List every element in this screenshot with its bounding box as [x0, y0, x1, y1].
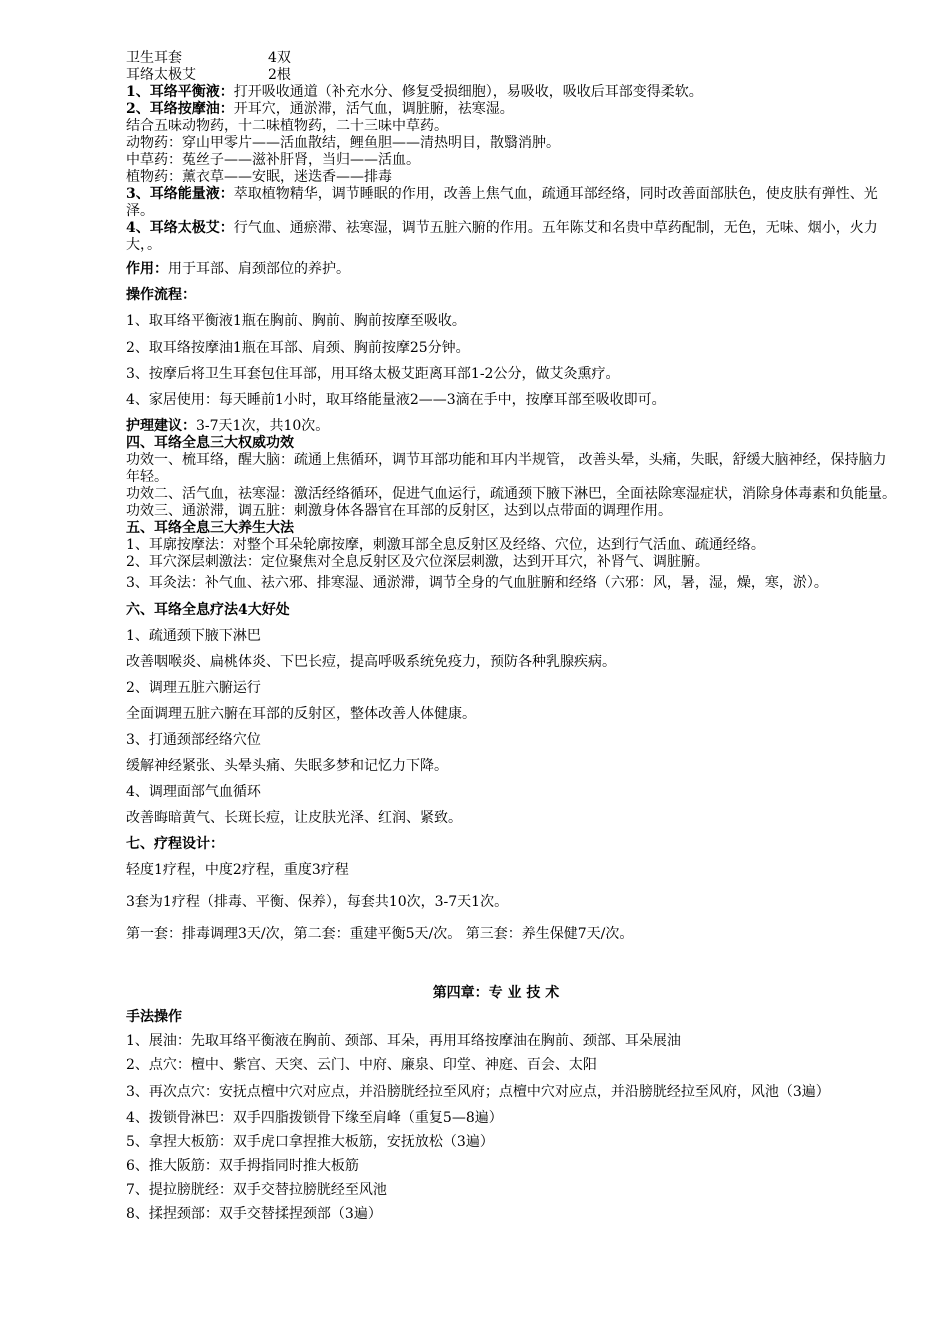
technique-step: 2、点穴：檀中、紫宫、天突、云门、中府、廉泉、印堂、神庭、百会、太阳: [126, 1057, 597, 1073]
benefit-body: 全面调理五脏六腑在耳部的反射区，整体改善人体健康。: [126, 706, 476, 722]
course-line: 轻度1疗程，中度2疗程，重度3疗程: [126, 862, 349, 878]
section-title: 五、耳络全息三大养生大法: [126, 520, 294, 536]
item-name: 卫生耳套: [126, 50, 182, 66]
item-name: 耳络太极艾: [126, 67, 196, 83]
process-step: 1、取耳络平衡液1瓶在胸前、胸前、胸前按摩至吸收。: [126, 313, 466, 329]
herb-line: 植物药：薰衣草——安眠，迷迭香——排毒: [126, 169, 392, 185]
product-text: 用于耳部、肩颈部位的养护。: [168, 261, 350, 277]
product-text: 行气血、通瘀滞、祛寒湿，调节五脏六腑的作用。五年陈艾和名贵中草药配制，无色，无味、烟小，火力大，。: [126, 220, 878, 253]
benefit-body: 缓解神经紧张、头晕头痛、失眠多梦和记忆力下降。: [126, 758, 448, 774]
item-qty: 2根: [268, 67, 291, 83]
section-title: 六、耳络全息疗法4大好处: [126, 602, 290, 618]
advice-label: 护理建议：: [126, 418, 196, 434]
process-step: 4、家居使用：每天睡前1小时，取耳络能量液2——3滴在手中，按摩耳部至吸收即可。: [126, 392, 666, 408]
product-line: [126, 186, 896, 220]
item-qty: 4双: [268, 50, 291, 66]
technique-step: 3、再次点穴：安抚点檀中穴对应点，并沿膀胱经拉至风府；点檀中穴对应点，并沿膀胱经拉至风府，风池（3遍）: [126, 1084, 830, 1100]
product-text: 打开吸收通道（补充水分、修复受损细胞），易吸收，吸收后耳部变得柔软。: [233, 84, 703, 100]
technique-step: 6、推大阪筋：双手拇指同时推大板筋: [126, 1158, 359, 1174]
benefit-body: 改善晦暗黄气、长斑长痘，让皮肤光泽、红润、紧致。: [126, 810, 462, 826]
item-row: [126, 67, 896, 84]
technique-step: 5、拿捏大板筋：双手虎口拿捏推大板筋，安抚放松（3遍）: [126, 1134, 494, 1150]
course-line: 3套为1疗程（排毒、平衡、保养），每套共10次，3-7天1次。: [126, 894, 509, 910]
product-label: 4、耳络太极艾：: [126, 220, 234, 236]
section-title: 操作流程：: [126, 287, 196, 303]
product-label: 1、耳络平衡液：: [126, 84, 234, 100]
section-title: 七、疗程设计：: [126, 836, 224, 852]
method-item: 1、耳廓按摩法：对整个耳朵轮廓按摩，刺激耳部全息反射区及经络、穴位，达到行气活血、疏通经络。: [126, 537, 765, 553]
technique-step: 1、展油：先取耳络平衡液在胸前、颈部、耳朵，再用耳络按摩油在胸前、颈部、耳朵展油: [126, 1033, 681, 1049]
product-text: 开耳穴，通淤滞，活气血，调脏腑，祛寒湿。: [233, 101, 514, 117]
method-item: 2、耳穴深层刺激法：定位聚焦对全息反射区及穴位深层刺激，达到开耳穴，补肾气、调脏腑。: [126, 554, 709, 570]
advice-line: [126, 418, 896, 435]
technique-step: 4、拨锁骨淋巴：双手四脂拨锁骨下缘至肩峰（重复5—8遍）: [126, 1110, 503, 1126]
product-text: 萃取植物精华，调节睡眠的作用，改善上焦气血，疏通耳部经络，同时改善面部肤色，使皮肤有弹性、光泽。: [126, 186, 878, 219]
product-line: [126, 261, 896, 278]
course-line: 第一套：排毒调理3天/次，第二套：重建平衡5天/次。 第三套：养生保健7天/次。: [126, 926, 634, 942]
effect-item: 功效二、活气血，祛寒湿：激活经络循环，促进气血运行，疏通颈下腋下淋巴，全面祛除寒湿症状，消除身体毒素和负能量。: [126, 486, 896, 502]
product-label: 作用：: [126, 261, 168, 277]
process-step: 3、按摩后将卫生耳套包住耳部，用耳络太极艾距离耳部1-2公分，做艾灸熏疗。: [126, 366, 620, 382]
section-title: 四、耳络全息三大权威功效: [126, 435, 294, 451]
benefit-head: 2、调理五脏六腑运行: [126, 680, 261, 696]
process-step: 2、取耳络按摩油1瓶在耳部、肩颈、胸前按摩25分钟。: [126, 340, 470, 356]
product-line: [126, 101, 896, 118]
herb-line: 动物药：穿山甲零片——活血散结，鲤鱼胆——清热明目，散翳消肿。: [126, 135, 560, 151]
product-line: [126, 84, 896, 101]
herb-line: 结合五味动物药，十二味植物药，二十三味中草药。: [126, 118, 448, 134]
effect-item: 功效三、通淤滞，调五脏：刺激身体各器官在耳部的反射区，达到以点带面的调理作用。: [126, 503, 672, 519]
product-label: 2、耳络按摩油：: [126, 101, 234, 117]
technique-step: 8、揉捏颈部：双手交替揉捏颈部（3遍）: [126, 1206, 382, 1222]
benefit-body: 改善咽喉炎、扁桃体炎、下巴长痘，提高呼吸系统免疫力，预防各种乳腺疾病。: [126, 654, 616, 670]
benefit-head: 3、打通颈部经络穴位: [126, 732, 261, 748]
technique-step: 7、提拉膀胱经：双手交替拉膀胱经至风池: [126, 1182, 387, 1198]
chapter-subtitle: 手法操作: [126, 1009, 182, 1025]
benefit-head: 1、疏通颈下腋下淋巴: [126, 628, 261, 644]
chapter-title: 第四章：专 业 技 术: [432, 985, 560, 1001]
document-page: [126, 50, 896, 1223]
product-label: 3、耳络能量液：: [126, 186, 234, 202]
benefit-head: 4、调理面部气血循环: [126, 784, 261, 800]
item-row: [126, 50, 896, 67]
effect-item: 功效一、梳耳络，醒大脑：疏通上焦循环，调节耳部功能和耳内半规管， 改善头晕，头痛，失眠，舒缓大脑神经，保持脑力年轻。: [126, 452, 887, 485]
product-line: [126, 220, 896, 254]
method-item: 3、耳灸法：补气血、祛六邪、排寒湿、通淤滞，调节全身的气血脏腑和经络（六邪：风，暑，湿，燥，寒，淤）。: [126, 575, 828, 591]
advice-text: 3-7天1次，共10次。: [196, 418, 330, 434]
herb-line: 中草药：菟丝子——滋补肝肾，当归——活血。: [126, 152, 420, 168]
